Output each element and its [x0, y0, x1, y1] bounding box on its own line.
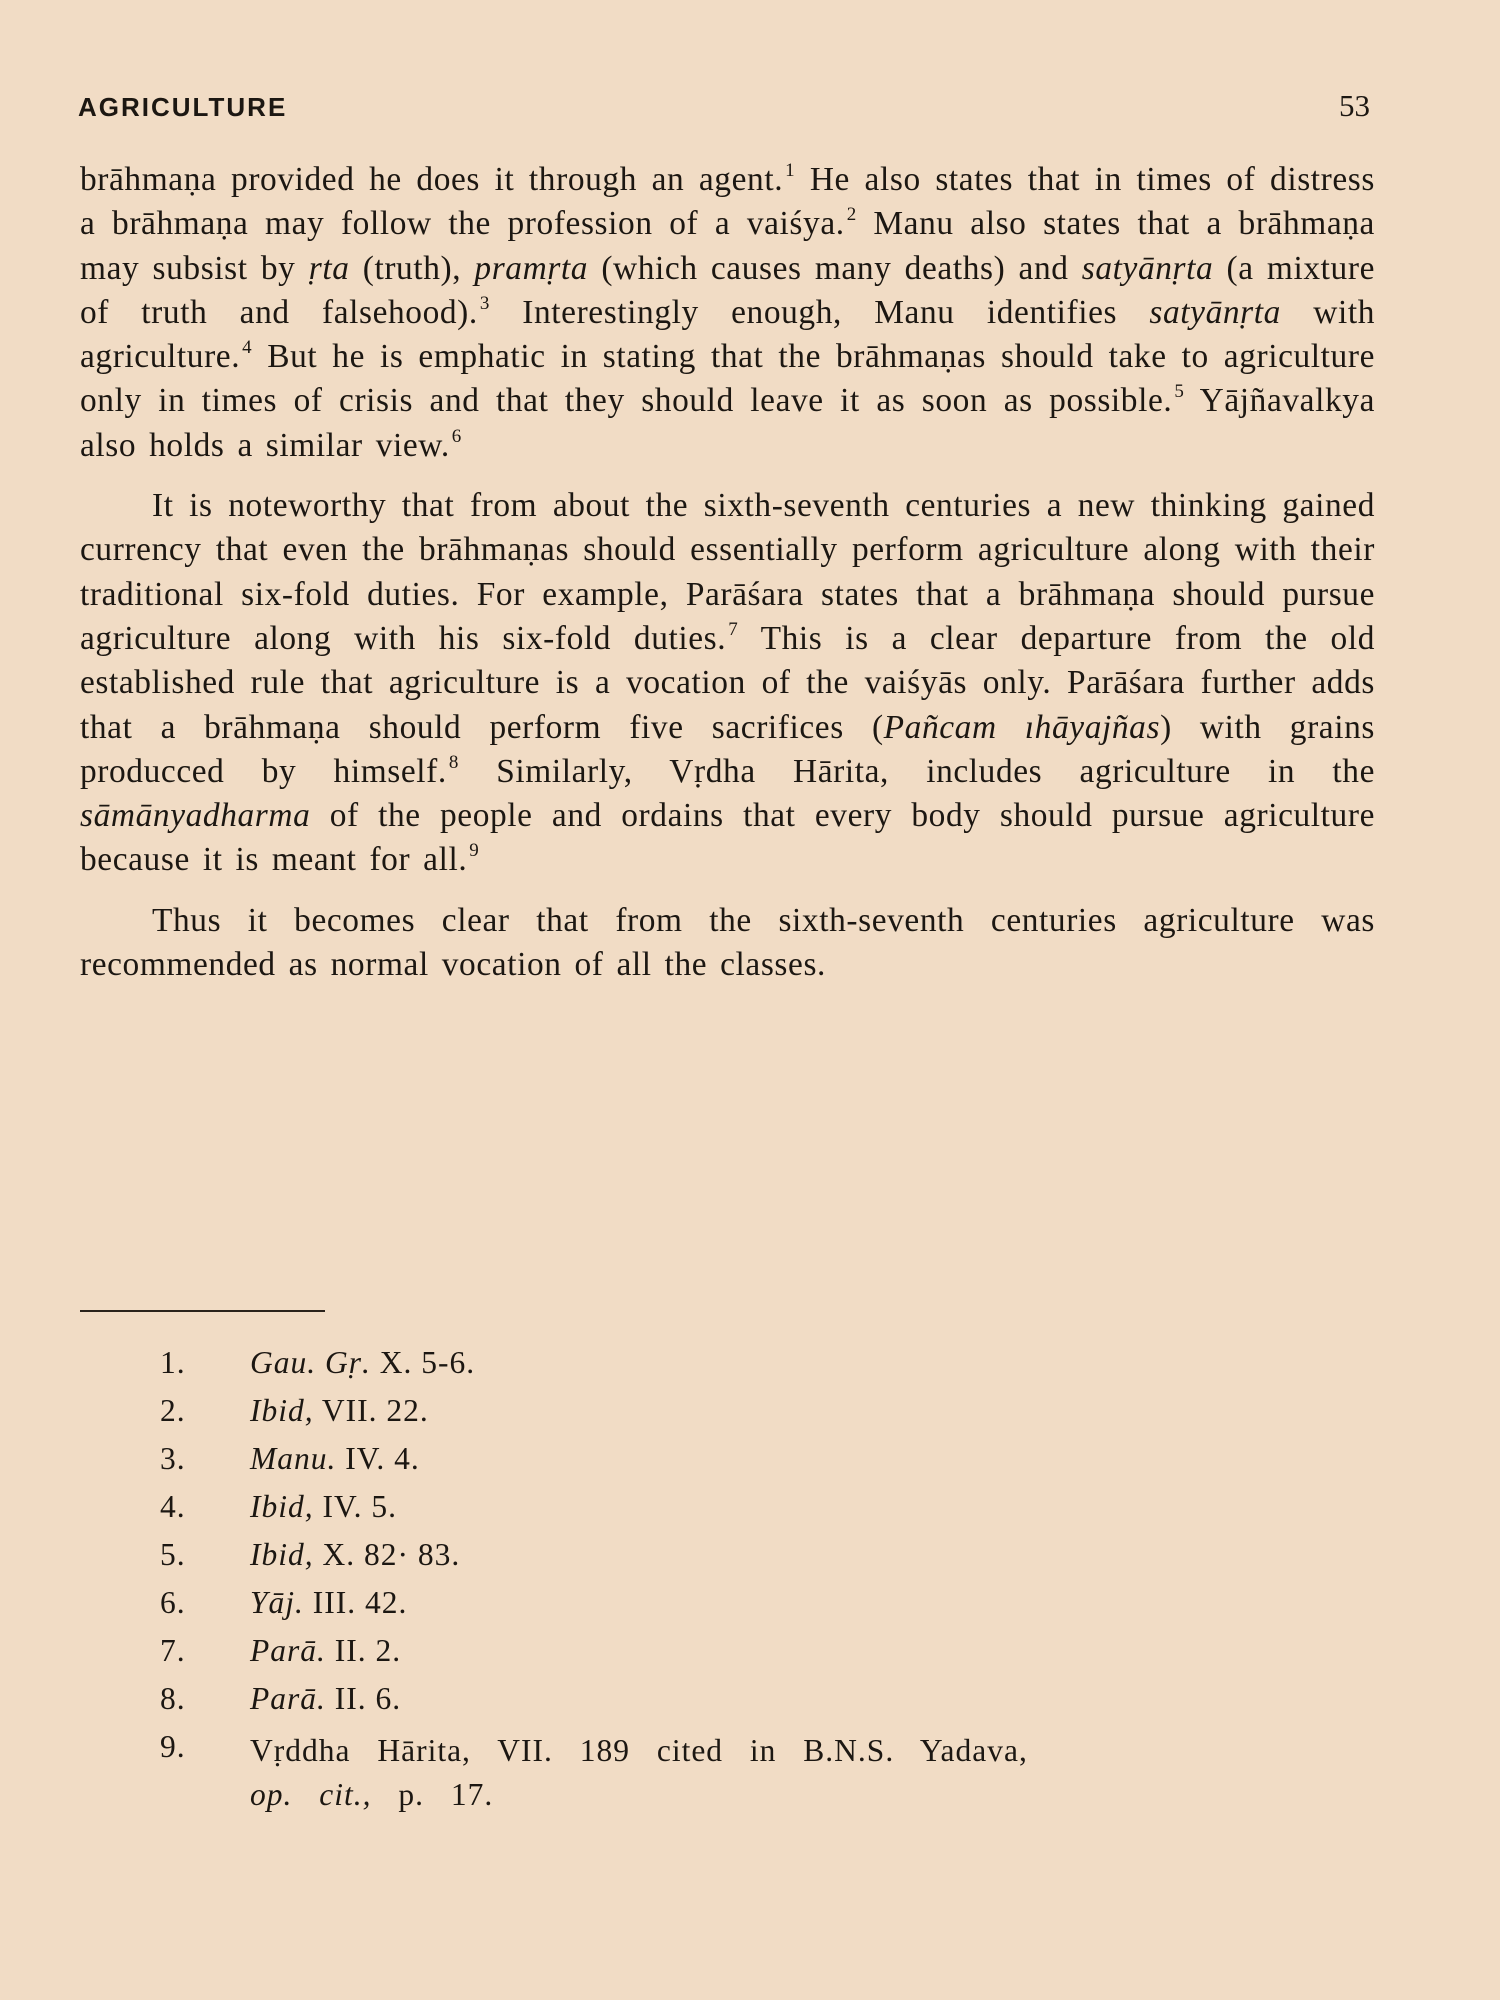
footnote-number: 2. — [160, 1393, 186, 1428]
text-run: Interestingly enough, Manu identifies — [489, 293, 1150, 331]
footnote-italic: Yāj. — [250, 1585, 304, 1620]
page-number: 53 — [1339, 88, 1370, 123]
footnote — [140, 1633, 1375, 1681]
footnote-text — [250, 1537, 1375, 1573]
footnote-divider — [80, 1310, 325, 1312]
footnote-ref: 7 — [728, 618, 739, 640]
footnote — [140, 1441, 1375, 1489]
text-run: Yājñavalkya also holds a similar view. — [80, 382, 1375, 464]
italic-term: sāmānyadharma — [80, 797, 311, 835]
text-run: He also states that in times of distress a brāhmaṇa may follow the profession of a vaiśya. — [80, 161, 1375, 243]
italic-term: ṛta — [308, 249, 350, 287]
text-run: But he is emphatic in stating that the brāhmaṇas should take to agriculture only in times of crisis and that they should leave it as soon as possible. — [80, 338, 1375, 420]
footnote-text — [250, 1633, 1375, 1669]
text-run: It is noteworthy that from about the sixth-seventh centuries a new thinking gained currency that even the brāhmaṇas should essentially perform agriculture along with their traditional six-fold duties. For example, Parāśara states that a brāhmaṇa should pursue agriculture along with his six-fold duties. — [80, 487, 1375, 657]
italic-term: pramṛta — [474, 249, 589, 287]
footnote-ref: 2 — [846, 204, 857, 226]
footnote-italic: Parā. — [250, 1681, 326, 1716]
footnote-rest: VII. 22. — [313, 1393, 429, 1428]
footnote — [140, 1393, 1375, 1441]
footnote — [140, 1489, 1375, 1537]
footnote-text — [250, 1345, 1375, 1381]
footnote-ref: 4 — [242, 336, 253, 358]
text-run: brāhmaṇa provided he does it through an agent. — [80, 161, 784, 198]
footnote — [140, 1537, 1375, 1585]
text-run: with agriculture. — [80, 293, 1376, 376]
text-run: (which causes many deaths) and — [588, 249, 1082, 287]
footnote-text — [250, 1489, 1375, 1525]
footnotes — [140, 1345, 1375, 1817]
footnote-italic: Ibid, — [250, 1393, 314, 1428]
footnote-rest: X. 82· 83. — [313, 1537, 461, 1572]
paragraph-1 — [80, 158, 1375, 468]
footnote-ref: 5 — [1174, 381, 1185, 403]
footnote-number: 1. — [160, 1345, 186, 1380]
footnote-italic: op. cit., — [250, 1777, 372, 1812]
footnote-ref: 1 — [785, 159, 796, 181]
footnote-number: 8. — [160, 1681, 186, 1716]
footnote-italic: Gau. Gṛ. — [250, 1345, 371, 1380]
footnote-number: 6. — [160, 1585, 186, 1620]
footnote-number: 7. — [160, 1633, 186, 1668]
footnote-italic: Ibid, — [250, 1489, 314, 1524]
footnote-ref: 9 — [469, 840, 480, 862]
footnote-ref: 8 — [448, 751, 459, 773]
page-header — [78, 88, 1370, 124]
footnote-text — [250, 1393, 1375, 1429]
footnote — [140, 1681, 1375, 1729]
italic-term: Pañcam ıhāyajñas — [883, 708, 1161, 746]
footnote-text — [250, 1681, 1375, 1717]
footnote — [140, 1585, 1375, 1633]
footnote-text — [250, 1441, 1375, 1477]
main-text — [80, 158, 1375, 987]
text-run: (a mixture of truth and falsehood). — [80, 249, 1375, 331]
paragraph-2 — [80, 484, 1375, 883]
footnote-number: 9. — [160, 1729, 186, 1764]
text-run: Similarly, Vṛdha Hārita, includes agriculture in the — [458, 752, 1375, 790]
running-head: AGRICULTURE — [78, 92, 288, 122]
paragraph-3: Thus it becomes clear that from the sixth-seventh centuries agriculture was recommended as normal vocation of all the classes. — [80, 901, 1375, 984]
footnote-number: 4. — [160, 1489, 186, 1524]
footnote-ref: 6 — [451, 425, 462, 447]
footnote-text — [250, 1585, 1375, 1621]
footnote-italic: Manu. — [250, 1441, 337, 1476]
footnote-number: 5. — [160, 1537, 186, 1572]
footnote — [140, 1345, 1375, 1393]
footnote-rest: IV. 4. — [336, 1441, 420, 1476]
footnote-rest: X. 5-6. — [370, 1345, 476, 1380]
text-run: This is a clear departure from the old established rule that agriculture is a vocation of the vaiśyās only. Parāśara further adds that a brāhmaṇa should perform five sacrifices ( — [80, 619, 1375, 746]
text-run: of the people and ordains that every body should pursue agriculture because it is meant for all. — [80, 797, 1375, 879]
italic-term: satyānṛta — [1149, 293, 1281, 331]
footnote-rest: IV. 5. — [313, 1489, 398, 1524]
footnote — [140, 1729, 1375, 1817]
footnote-italic: Parā. — [250, 1633, 326, 1668]
footnote-rest: p. 17. — [371, 1777, 494, 1812]
footnote-italic: Ibid, — [250, 1537, 314, 1572]
text-run: (truth), — [349, 249, 475, 287]
footnote-rest: III. 42. — [303, 1585, 408, 1620]
footnote-rest: II. 6. — [325, 1681, 402, 1716]
text-run: Manu also states that a brāhmaṇa may subsist by — [80, 205, 1375, 287]
footnote-rest: II. 2. — [325, 1633, 402, 1668]
text-run: ) with grains producced by himself. — [80, 708, 1375, 790]
footnote-number: 3. — [160, 1441, 186, 1476]
italic-term: satyānṛta — [1081, 249, 1214, 287]
footnote-plain: Vṛddha Hārita, VII. 189 cited in B.N.S. Yadava, — [250, 1733, 1028, 1768]
footnote-ref: 3 — [479, 292, 490, 314]
footnote-text — [250, 1729, 1375, 1817]
